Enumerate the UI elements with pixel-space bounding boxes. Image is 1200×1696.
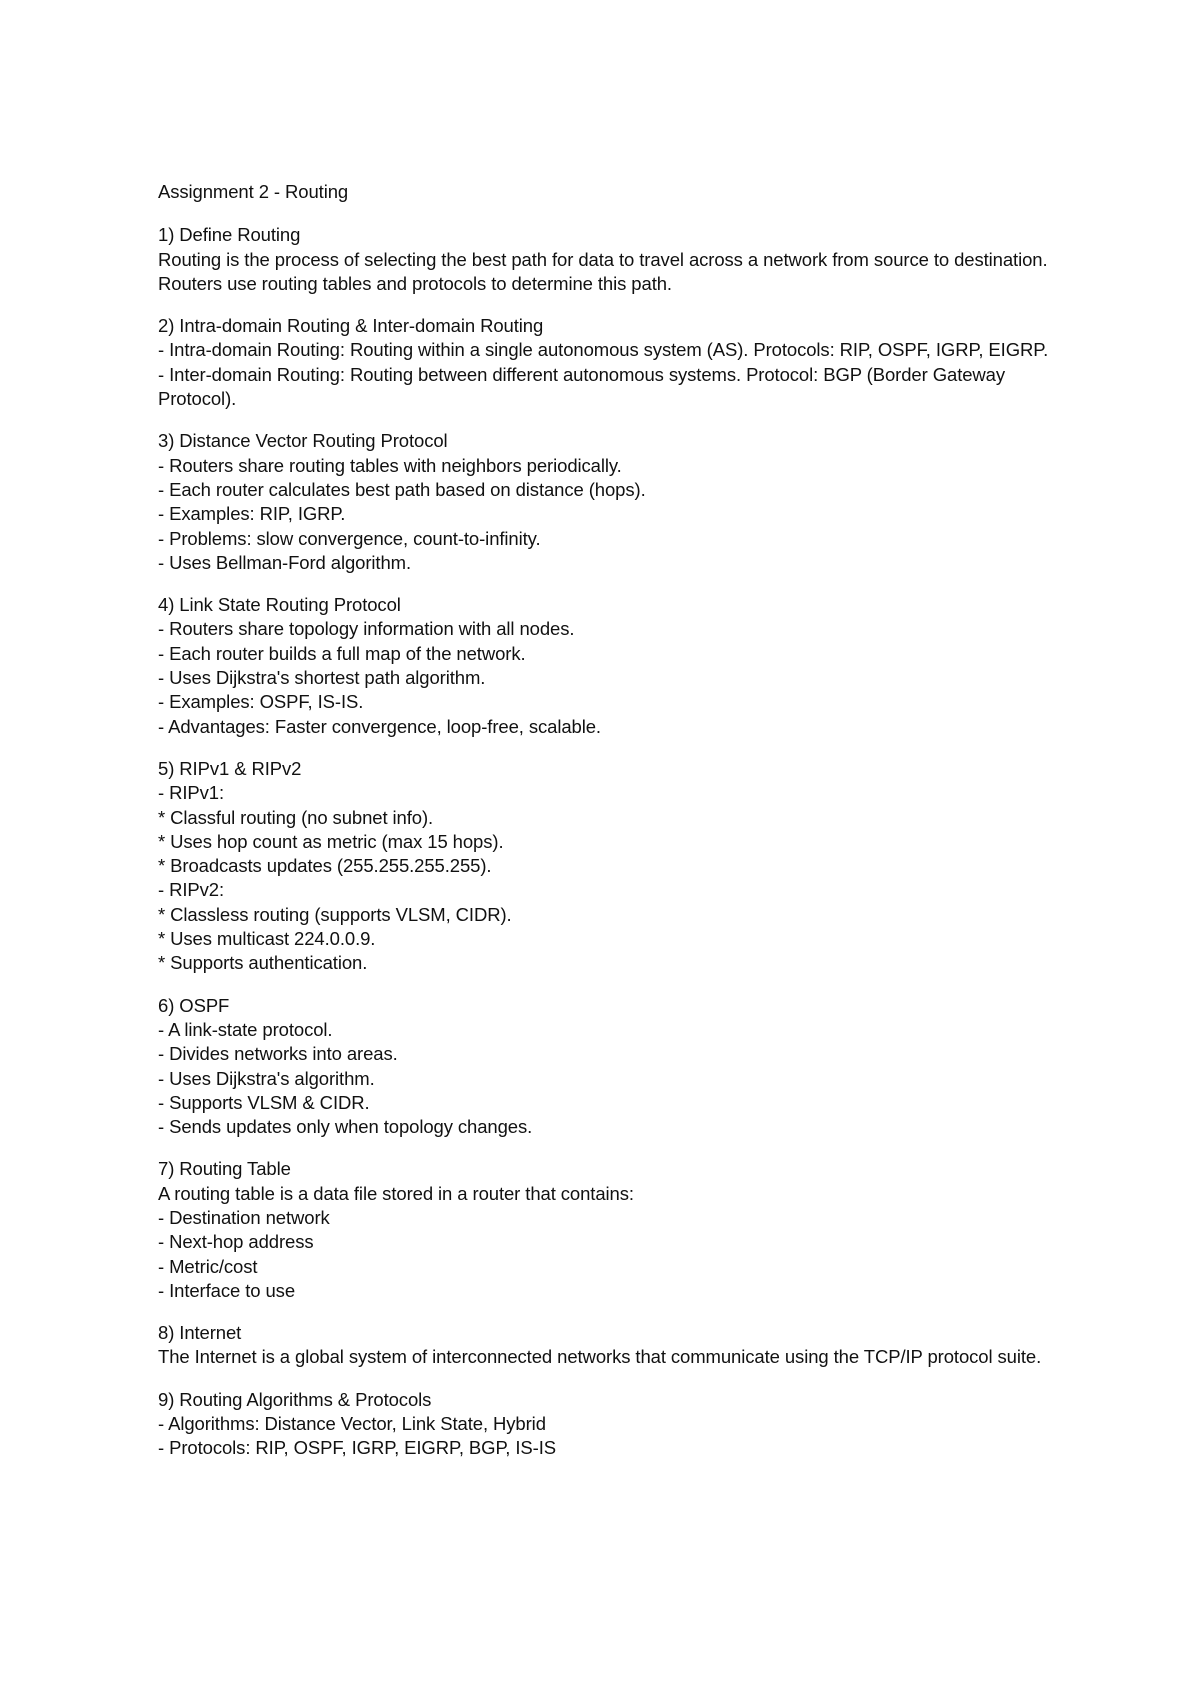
section-define-routing <box>158 223 1058 296</box>
bullet-line: - Each router calculates best path based on distance (hops). <box>158 478 646 500</box>
section-ripv1-ripv2 <box>158 757 1058 976</box>
section-heading: 3) Distance Vector Routing Protocol <box>158 430 448 452</box>
bullet-line: - Next-hop address <box>158 1231 314 1253</box>
bullet-line: - Uses Bellman-Ford algorithm. <box>158 551 411 573</box>
bullet-line: - RIPv2: <box>158 879 225 901</box>
bullet-line: - Metric/cost <box>158 1255 258 1277</box>
bullet-line: - A link-state protocol. <box>158 1018 333 1040</box>
section-paragraph: The Internet is a global system of interconnected networks that communicate using the TCP/IP protocol suite. <box>158 1346 1042 1368</box>
bullet-line: - Each router builds a full map of the network. <box>158 642 526 664</box>
section-heading: 4) Link State Routing Protocol <box>158 594 401 616</box>
bullet-line: - Uses Dijkstra's algorithm. <box>158 1067 375 1089</box>
bullet-line: * Classful routing (no subnet info). <box>158 806 434 828</box>
bullet-line: - Inter-domain Routing: Routing between different autonomous systems. Protocol: BGP (Border Gateway Protocol). <box>158 363 1011 410</box>
bullet-line: - Algorithms: Distance Vector, Link State, Hybrid <box>158 1413 546 1435</box>
bullet-line: - Uses Dijkstra's shortest path algorithm. <box>158 667 486 689</box>
bullet-line: - RIPv1: <box>158 782 225 804</box>
bullet-line: * Classless routing (supports VLSM, CIDR). <box>158 903 512 925</box>
section-heading: 6) OSPF <box>158 994 230 1016</box>
section-heading: 2) Intra-domain Routing & Inter-domain Routing <box>158 315 544 337</box>
section-routing-algorithms <box>158 1388 1058 1461</box>
bullet-line: - Advantages: Faster convergence, loop-free, scalable. <box>158 715 601 737</box>
document-title: Assignment 2 - Routing <box>158 181 349 202</box>
section-link-state <box>158 593 1058 739</box>
section-ospf <box>158 994 1058 1140</box>
bullet-line: * Supports authentication. <box>158 952 368 974</box>
bullet-line: - Routers share routing tables with neighbors periodically. <box>158 454 622 476</box>
bullet-line: A routing table is a data file stored in a router that contains: <box>158 1182 634 1204</box>
section-heading: 1) Define Routing <box>158 224 301 246</box>
section-intra-inter-domain <box>158 314 1058 411</box>
section-internet <box>158 1321 1058 1370</box>
bullet-line: - Problems: slow convergence, count-to-infinity. <box>158 527 541 549</box>
document-page <box>158 180 1058 1479</box>
bullet-line: * Uses hop count as metric (max 15 hops). <box>158 830 504 852</box>
bullet-line: - Divides networks into areas. <box>158 1043 398 1065</box>
bullet-line: - Intra-domain Routing: Routing within a single autonomous system (AS). Protocols: RIP, OSPF, IGRP, EIGRP. <box>158 339 1049 361</box>
section-heading: 7) Routing Table <box>158 1158 291 1180</box>
section-heading: 5) RIPv1 & RIPv2 <box>158 757 302 779</box>
section-routing-table <box>158 1157 1058 1303</box>
bullet-line: - Destination network <box>158 1206 330 1228</box>
bullet-line: * Uses multicast 224.0.0.9. <box>158 928 376 950</box>
bullet-line: - Routers share topology information with all nodes. <box>158 618 575 640</box>
bullet-line: - Protocols: RIP, OSPF, IGRP, EIGRP, BGP, IS-IS <box>158 1437 557 1459</box>
bullet-line: - Sends updates only when topology changes. <box>158 1116 533 1138</box>
section-heading: 8) Internet <box>158 1322 242 1344</box>
section-distance-vector <box>158 429 1058 575</box>
bullet-line: - Examples: RIP, IGRP. <box>158 503 346 525</box>
bullet-line: - Supports VLSM & CIDR. <box>158 1091 370 1113</box>
bullet-line: - Interface to use <box>158 1279 296 1301</box>
section-heading: 9) Routing Algorithms & Protocols <box>158 1388 432 1410</box>
bullet-line: * Broadcasts updates (255.255.255.255). <box>158 855 492 877</box>
section-paragraph: Routing is the process of selecting the best path for data to travel across a network from source to destination. Routers use routing tables and protocols to determine this path. <box>158 248 1053 294</box>
bullet-line: - Examples: OSPF, IS-IS. <box>158 691 364 713</box>
